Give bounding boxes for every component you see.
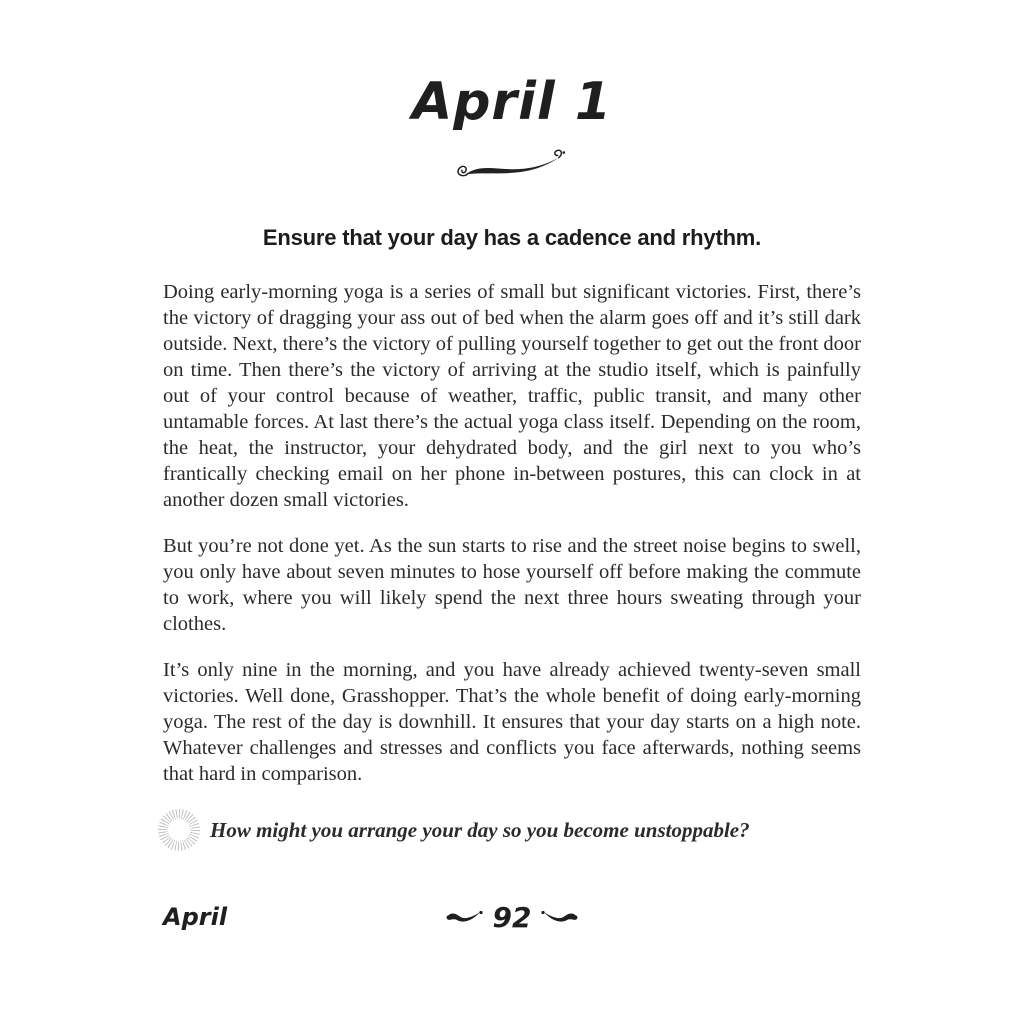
- paragraph-1: Doing early-morning yoga is a series of small but significant victories. First, there’s the victory of dragging your ass out of bed when the alarm goes off and it’s still dark outside. Next, there’s the victory of pulling yourself together to get out the front door on time. Then there’s the victory of arriving at the studio itself, which is painfully out of your control because of weather, traffic, public transit, and many other untamable forces. At last there’s the actual yoga class itself. Depending on the room, the heat, the instructor, your dehydrated body, and the girl next to you who’s frantically checking email on her phone in-between postures, this can clock in at another dozen small victories.: [163, 281, 861, 511]
- page-number-group: [163, 901, 861, 934]
- swirl-flourish-icon: [0, 148, 1024, 191]
- reflection-prompt: [158, 809, 861, 851]
- sunburst-icon: [158, 809, 200, 851]
- page-footer: [163, 900, 861, 934]
- footer-month-label: April: [163, 903, 228, 931]
- swash-ornament-icon: [445, 909, 485, 925]
- page-subtitle: Ensure that your day has a cadence and rhythm.: [262, 225, 762, 250]
- body-text: [163, 279, 861, 787]
- swash-ornament-icon: [539, 909, 579, 925]
- page-title: April 1: [411, 72, 613, 132]
- paragraph-2: But you’re not done yet. As the sun starts to rise and the street noise begins to swell, you only have about seven minutes to hose yourself off before making the commute to work, where you will likely spend the next three hours sweating through your clothes.: [163, 535, 861, 635]
- prompt-question: How might you arrange your day so you become unstoppable?: [210, 817, 750, 842]
- paragraph-3: It’s only nine in the morning, and you have already achieved twenty-seven small victories. Well done, Grasshopper. That’s the whole benefit of doing early-morning yoga. The rest of the day is downhill. It ensures that your day starts on a high note. Whatever challenges and stresses and conflicts you face afterwards, nothing seems that hard in comparison.: [163, 659, 861, 785]
- page-number: 92: [492, 900, 532, 934]
